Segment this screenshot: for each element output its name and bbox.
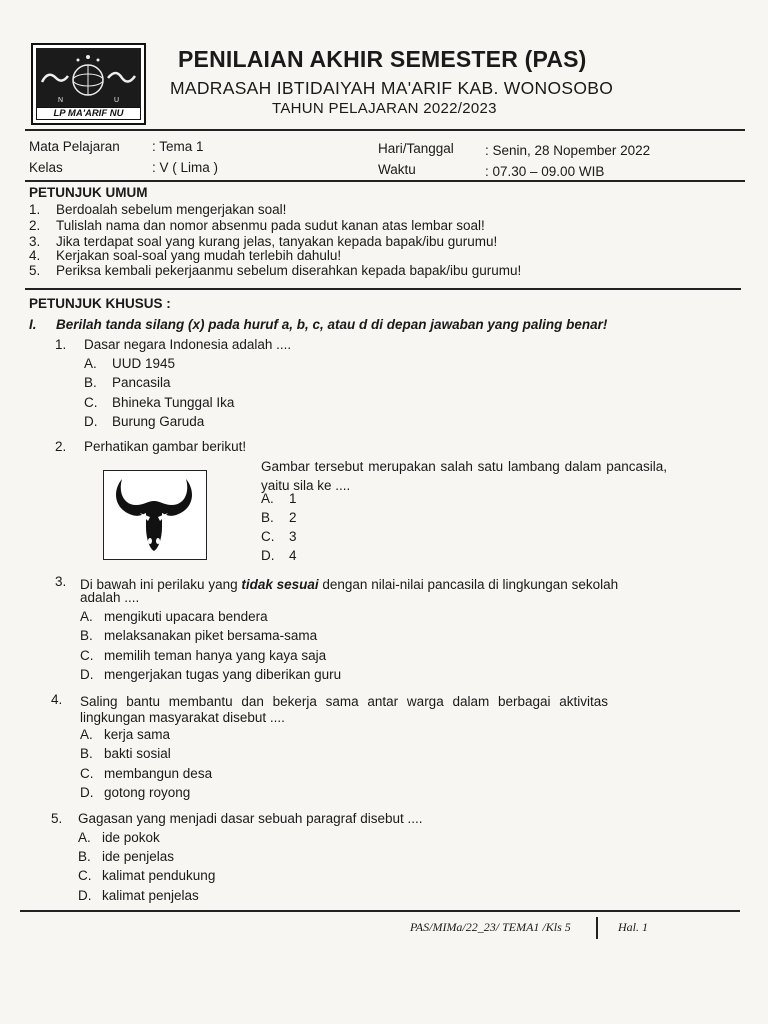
time-value: : 07.30 – 09.00 WIB [485,164,605,179]
question-number: 1. [55,337,67,352]
page-number: Hal. 1 [618,920,648,934]
question-text-line2: adalah .... [80,590,140,605]
question-text-line2: lingkungan masyarakat disebut .... [80,710,285,725]
option-b: B. ide penjelas [78,849,175,864]
question-text: Perhatikan gambar berikut! [84,439,247,454]
footer-separator [596,917,598,939]
document-code: PAS/MIMa/22_23/ TEMA1 /Kls 5 [410,920,571,934]
school-name: MADRASAH IBTIDAIYAH MA'ARIF KAB. WONOSOBO [170,78,614,98]
svg-text:N: N [58,97,64,104]
question-text: Dasar negara Indonesia adalah .... [84,337,292,352]
exam-title: PENILAIAN AKHIR SEMESTER (PAS) [178,46,587,72]
subject-value: : Tema 1 [152,139,204,154]
option-a: A. ide pokok [78,830,160,845]
option-d: D. Burung Garuda [84,414,205,429]
header-divider [25,129,745,131]
date-value: : Senin, 28 Nopember 2022 [485,143,651,158]
list-item: 4. Kerjakan soal-soal yang mudah terlebih dahulu! [29,248,342,263]
option-b: B. bakti sosial [80,746,171,761]
question-text: Saling bantu membantu dan bekerja sama antar warga dalam berbagai aktivitas [80,694,609,709]
option-c: C. Bhineka Tunggal Ika [84,395,235,410]
special-instructions-title: PETUNJUK KHUSUS : [29,296,171,311]
option-b: B. Pancasila [84,375,171,390]
option-a: A. kerja sama [80,727,171,742]
lp-maarif-logo [31,43,146,125]
question-number: 2. [55,439,67,454]
bull-head-icon [104,471,205,558]
section-divider [25,288,741,290]
time-label: Waktu [378,162,416,177]
general-instructions-title: PETUNJUK UMUM [29,185,148,200]
question-number: 5. [51,811,63,826]
class-label: Kelas [29,160,63,175]
option-c: C. membangun desa [80,766,213,781]
option-d: D. gotong royong [80,785,191,800]
option-a: A. 1 [261,491,297,506]
nu-emblem-icon [36,48,141,108]
option-c: C. 3 [261,529,297,544]
subject-label: Mata Pelajaran [29,139,120,154]
date-label: Hari/Tanggal [378,141,454,156]
question-number: 3. [55,574,67,589]
list-item: 5. Periksa kembali pekerjaanmu sebelum diserahkan kepada bapak/ibu gurumu! [29,263,522,278]
list-item: 2. Tulislah nama dan nomor absenmu pada sudut kanan atas lembar soal! [29,218,485,233]
bull-head-image [103,470,207,560]
option-b: B. melaksanakan piket bersama-sama [80,628,318,643]
question-text: Gagasan yang menjadi dasar sebuah paragraf disebut .... [78,811,423,826]
option-d: D. mengerjakan tugas yang diberikan guru [80,667,342,682]
svg-text:U: U [114,97,120,104]
question-side-text: Gambar tersebut merupakan salah satu lambang dalam pancasila, yaitu sila ke .... [261,459,667,493]
option-c: C. memilih teman hanya yang kaya saja [80,648,327,663]
list-item: 1. Berdoalah sebelum mengerjakan soal! [29,202,287,217]
option-a: A. UUD 1945 [84,356,176,371]
academic-year: TAHUN PELAJARAN 2022/2023 [272,100,497,117]
class-value: : V ( Lima ) [152,160,219,175]
option-b: B. 2 [261,510,297,525]
list-item: 3. Jika terdapat soal yang kurang jelas, tanyakan kepada bapak/ibu gurumu! [29,234,498,249]
section-instruction: I. Berilah tanda silang (x) pada huruf a, b, c, atau d di depan jawaban yang paling benar! [29,317,608,332]
option-a: A. mengikuti upacara bendera [80,609,268,624]
option-d: D. 4 [261,548,297,563]
footer-divider [20,910,740,912]
info-divider [25,180,745,182]
question-number: 4. [51,692,63,707]
emphasis-text: tidak sesuai [241,577,319,592]
option-d: D. kalimat penjelas [78,888,199,903]
option-c: C. kalimat pendukung [78,868,216,883]
logo-caption: LP MA'ARIF NU [36,107,141,120]
question-text: Di bawah ini perilaku yang tidak sesuai dengan nilai-nilai pancasila di lingkungan sekolah [80,577,619,592]
